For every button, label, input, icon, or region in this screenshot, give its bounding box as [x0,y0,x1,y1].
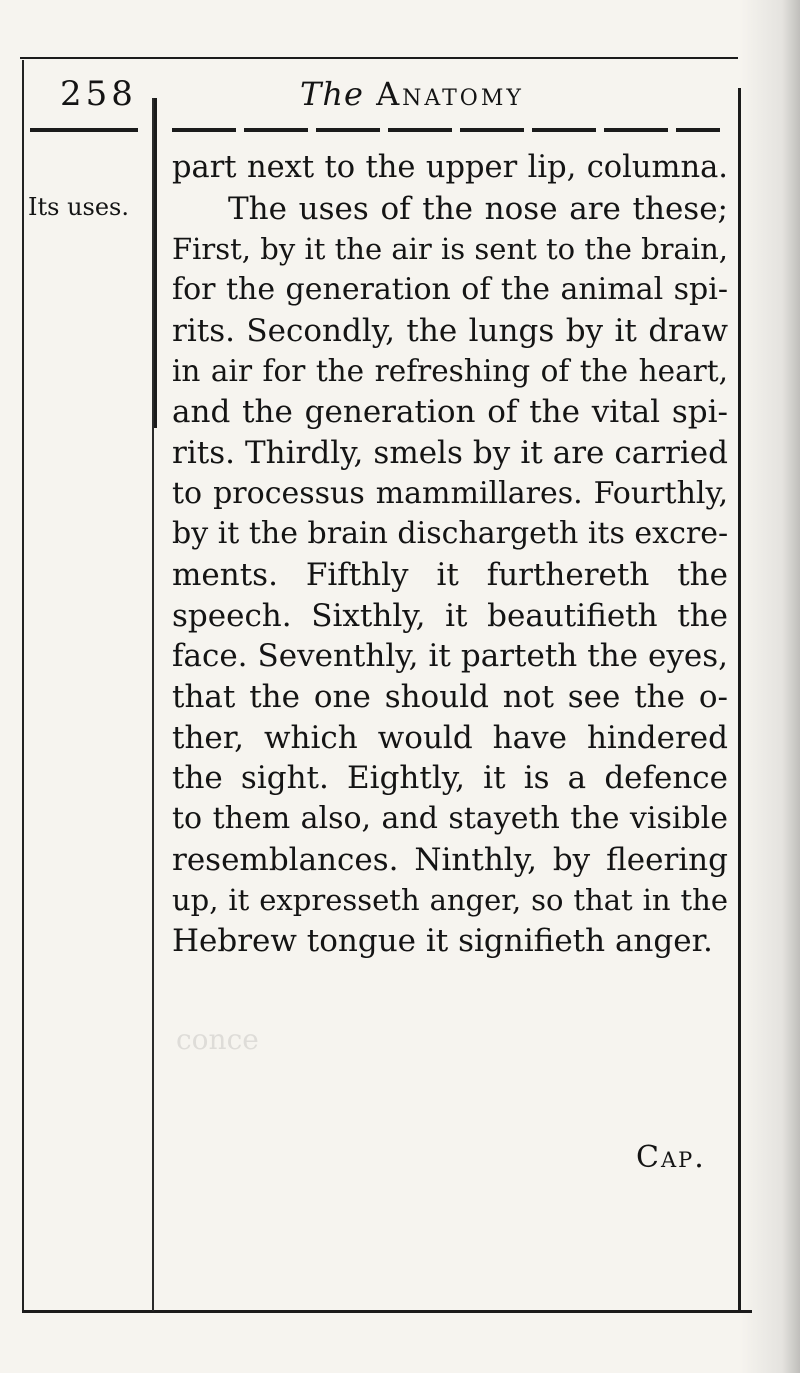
catchword: Cap. [636,1140,706,1175]
text-line: the sight. Eightly, it is a defence [172,760,728,797]
frame-right-rule [738,88,741,1313]
text-line: to them also, and stayeth the visible [172,801,728,836]
page-edge-shadow [740,0,800,1373]
text-line: up, it expresseth anger, so that in the [172,883,728,918]
text-line: and the generation of the vital spi- [172,394,728,431]
text-line: for the generation of the animal spi- [172,272,728,308]
text-line: by it the brain dischargeth its excre- [172,516,729,552]
text-line: rits. Secondly, the lungs by it draw [172,312,728,349]
text-line: that the one should not see the o- [172,678,728,715]
frame-top-rule [20,57,738,59]
frame-bottom-rule [22,1310,752,1313]
text-line: face. Seventhly, it parteth the eyes, [172,638,728,675]
header-rule-left [30,128,138,132]
frame-left-rule [22,60,24,1312]
body-text [172,148,728,962]
bleed-through-text: conce [176,1023,437,1056]
text-line: The uses of the nose are these; [228,190,728,227]
running-head-title: Anatomy [376,75,524,113]
margin-divider-thick-rule [154,98,157,428]
margin-note: Its uses. [28,193,129,221]
text-line: rits. Thirdly, smels by it are carried [172,434,728,471]
text-line: First, by it the air is sent to the brain, [172,232,728,267]
header-rule-right [172,128,720,132]
page-number: 258 [60,74,137,114]
text-line: Hebrew tongue it signifieth anger. [172,923,713,960]
text-line: ther, which would have hindered [172,719,728,756]
text-line: part next to the upper lip, columna. [172,150,728,185]
text-line: ments. Fifthly it furthereth the [172,556,728,593]
running-head-the: The [300,75,364,113]
text-line: in air for the refreshing of the heart, [172,354,728,389]
text-line: to processus mammillares. Fourthly, [172,475,728,511]
text-line: speech. Sixthly, it beautifieth the [172,597,728,634]
text-line: resemblances. Ninthly, by fleering [172,841,728,878]
running-head [300,74,524,114]
